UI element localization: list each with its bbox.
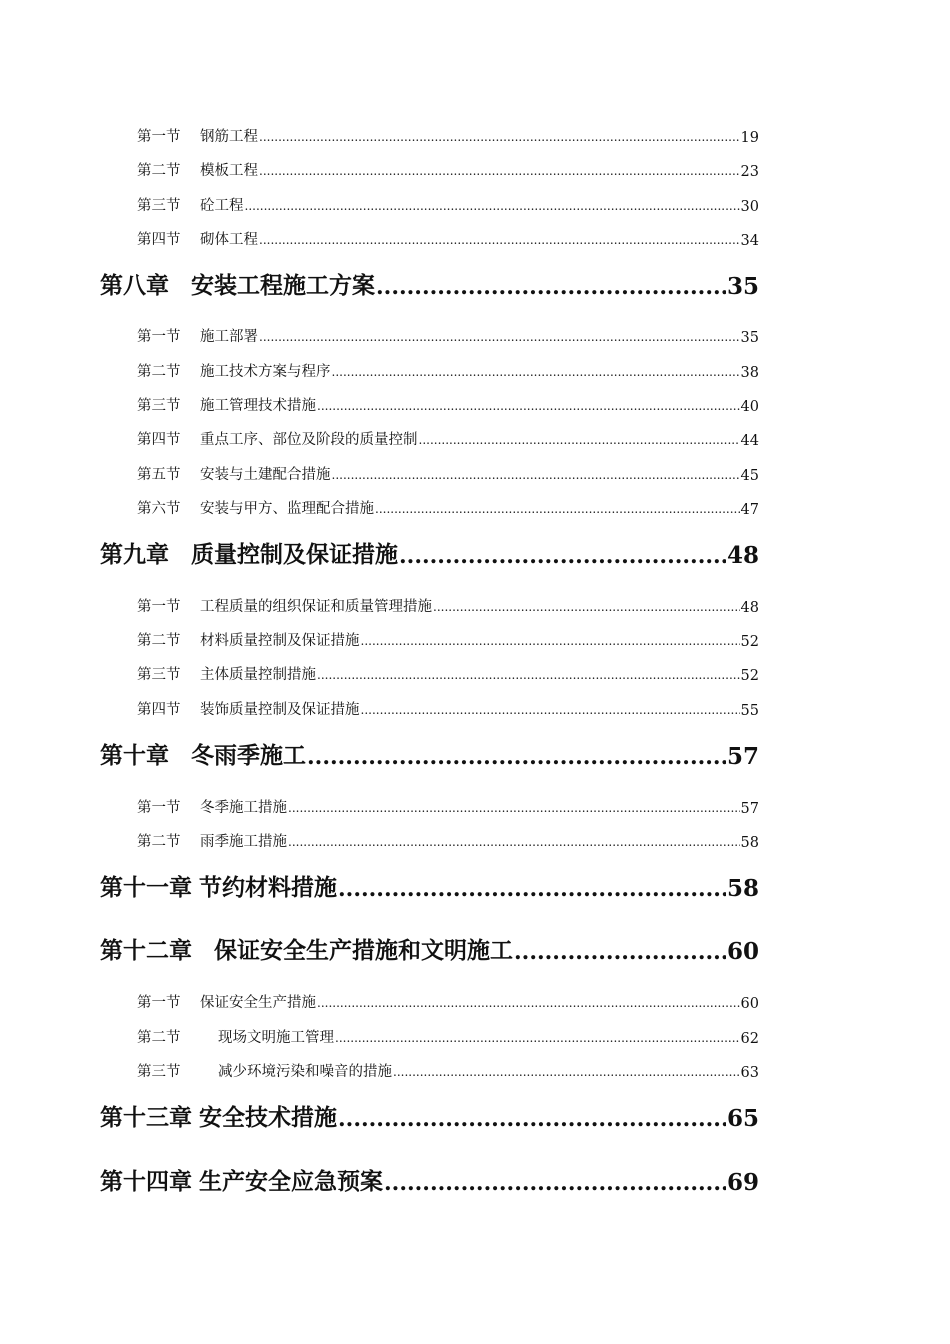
- page-number: 57: [740, 801, 759, 817]
- toc-entry-chapter[interactable]: [100, 1164, 759, 1196]
- toc-entry-section[interactable]: [137, 158, 759, 180]
- section-title: 施工管理技术措施: [200, 398, 316, 414]
- toc-entry-section[interactable]: [137, 393, 759, 415]
- dot-leader: [317, 996, 740, 1010]
- page-number: 30: [740, 199, 759, 215]
- dot-leader: [419, 433, 740, 447]
- chapter-title: 保证安全生产措施和文明施工: [214, 937, 513, 964]
- dot-leader: [259, 233, 740, 247]
- page-number: 23: [740, 164, 759, 180]
- dot-leader: [514, 939, 726, 965]
- page-number: 60: [740, 996, 759, 1012]
- section-title: 安装与土建配合措施: [200, 467, 331, 483]
- section-title: 主体质量控制措施: [200, 667, 316, 683]
- chapter-number: 第十一章: [100, 874, 192, 901]
- section-number: 第二节: [137, 1030, 181, 1046]
- dot-leader: [399, 543, 726, 569]
- section-title: 现场文明施工管理: [218, 1030, 334, 1046]
- section-title: 钢筋工程: [200, 129, 258, 145]
- section-number: 第三节: [137, 667, 181, 683]
- page-number: 35: [740, 330, 759, 346]
- dot-leader: [332, 365, 740, 379]
- section-number: 第二节: [137, 364, 181, 380]
- dot-leader: [384, 1170, 726, 1196]
- section-number: 第一节: [137, 329, 181, 345]
- dot-leader: [288, 801, 740, 815]
- toc-entry-section[interactable]: [137, 193, 759, 215]
- section-number: 第三节: [137, 1064, 181, 1080]
- toc-entry-section[interactable]: [137, 462, 759, 484]
- section-title: 保证安全生产措施: [200, 995, 316, 1011]
- page-number: 48: [740, 600, 759, 616]
- toc-entry-chapter[interactable]: [100, 870, 759, 902]
- page-number: 52: [740, 668, 759, 684]
- dot-leader: [288, 835, 740, 849]
- section-number: 第四节: [137, 432, 181, 448]
- chapter-number: 第十二章: [100, 937, 192, 964]
- section-title: 砌体工程: [200, 232, 258, 248]
- toc-entry-section[interactable]: [137, 227, 759, 249]
- toc-entry-section[interactable]: [137, 662, 759, 684]
- chapter-number: 第十三章: [100, 1104, 192, 1131]
- chapter-title: 生产安全应急预案: [199, 1168, 383, 1195]
- page-number: 19: [740, 130, 759, 146]
- dot-leader: [433, 600, 740, 614]
- toc-entry-chapter[interactable]: [100, 537, 759, 569]
- toc-entry-section[interactable]: [137, 990, 759, 1012]
- page-number: 48: [726, 542, 759, 569]
- section-title: 雨季施工措施: [200, 834, 287, 850]
- toc-entry-section[interactable]: [137, 1059, 759, 1081]
- section-title: 施工技术方案与程序: [200, 364, 331, 380]
- section-number: 第一节: [137, 995, 181, 1011]
- toc-entry-section[interactable]: [137, 1025, 759, 1047]
- chapter-title: 安装工程施工方案: [191, 272, 375, 299]
- dot-leader: [338, 1106, 726, 1132]
- section-title: 冬季施工措施: [200, 800, 287, 816]
- chapter-number: 第十章: [100, 742, 169, 769]
- chapter-title: 节约材料措施: [199, 874, 337, 901]
- toc-entry-chapter[interactable]: [100, 933, 759, 965]
- dot-leader: [259, 330, 740, 344]
- page-number: 65: [726, 1105, 759, 1132]
- chapter-title: 质量控制及保证措施: [191, 541, 398, 568]
- page-number: 35: [726, 273, 759, 300]
- toc-entry-section[interactable]: [137, 427, 759, 449]
- toc-entry-section[interactable]: [137, 697, 759, 719]
- toc-entry-section[interactable]: [137, 124, 759, 146]
- page-number: 69: [726, 1169, 759, 1196]
- page-number: 55: [740, 703, 759, 719]
- chapter-title: 安全技术措施: [199, 1104, 337, 1131]
- section-number: 第四节: [137, 232, 181, 248]
- section-number: 第二节: [137, 834, 181, 850]
- page-number: 45: [740, 468, 759, 484]
- section-title: 减少环境污染和噪音的措施: [218, 1064, 392, 1080]
- page-number: 63: [740, 1065, 759, 1081]
- page-number: 57: [726, 743, 759, 770]
- chapter-number: 第十四章: [100, 1168, 192, 1195]
- toc-entry-chapter[interactable]: [100, 1100, 759, 1132]
- toc-entry-section[interactable]: [137, 496, 759, 518]
- section-number: 第六节: [137, 501, 181, 517]
- dot-leader: [338, 876, 726, 902]
- page-number: 44: [740, 433, 759, 449]
- page-number: 40: [740, 399, 759, 415]
- page-number: 47: [740, 502, 759, 518]
- dot-leader: [245, 199, 740, 213]
- section-number: 第四节: [137, 702, 181, 718]
- dot-leader: [393, 1065, 740, 1079]
- dot-leader: [317, 399, 740, 413]
- toc-entry-section[interactable]: [137, 829, 759, 851]
- dot-leader: [375, 502, 740, 516]
- chapter-number: 第九章: [100, 541, 169, 568]
- toc-entry-section[interactable]: [137, 795, 759, 817]
- dot-leader: [259, 130, 740, 144]
- section-title: 材料质量控制及保证措施: [200, 633, 360, 649]
- page-number: 62: [740, 1031, 759, 1047]
- chapter-number: 第八章: [100, 272, 169, 299]
- dot-leader: [317, 668, 740, 682]
- section-title: 安装与甲方、监理配合措施: [200, 501, 374, 517]
- section-title: 模板工程: [200, 163, 258, 179]
- dot-leader: [259, 164, 740, 178]
- section-number: 第一节: [137, 599, 181, 615]
- dot-leader: [361, 703, 740, 717]
- page-number: 58: [740, 835, 759, 851]
- toc-entry-section[interactable]: [137, 324, 759, 346]
- dot-leader: [332, 468, 740, 482]
- toc-entry-section[interactable]: [137, 594, 759, 616]
- page-number: 34: [740, 233, 759, 249]
- section-number: 第二节: [137, 633, 181, 649]
- toc-entry-chapter[interactable]: [100, 268, 759, 300]
- section-title: 砼工程: [200, 198, 244, 214]
- section-number: 第三节: [137, 198, 181, 214]
- toc-entry-section[interactable]: [137, 359, 759, 381]
- toc-entry-chapter[interactable]: [100, 738, 759, 770]
- section-title: 重点工序、部位及阶段的质量控制: [200, 432, 418, 448]
- chapter-title: 冬雨季施工: [191, 742, 306, 769]
- section-title: 工程质量的组织保证和质量管理措施: [200, 599, 432, 615]
- section-number: 第一节: [137, 800, 181, 816]
- dot-leader: [335, 1031, 740, 1045]
- page-number: 52: [740, 634, 759, 650]
- section-number: 第二节: [137, 163, 181, 179]
- page-number: 60: [726, 938, 759, 965]
- section-number: 第一节: [137, 129, 181, 145]
- page-number: 58: [726, 875, 759, 902]
- section-title: 施工部署: [200, 329, 258, 345]
- dot-leader: [361, 634, 740, 648]
- toc-entry-section[interactable]: [137, 628, 759, 650]
- page-number: 38: [740, 365, 759, 381]
- section-number: 第三节: [137, 398, 181, 414]
- dot-leader: [307, 744, 726, 770]
- section-title: 装饰质量控制及保证措施: [200, 702, 360, 718]
- dot-leader: [376, 274, 726, 300]
- section-number: 第五节: [137, 467, 181, 483]
